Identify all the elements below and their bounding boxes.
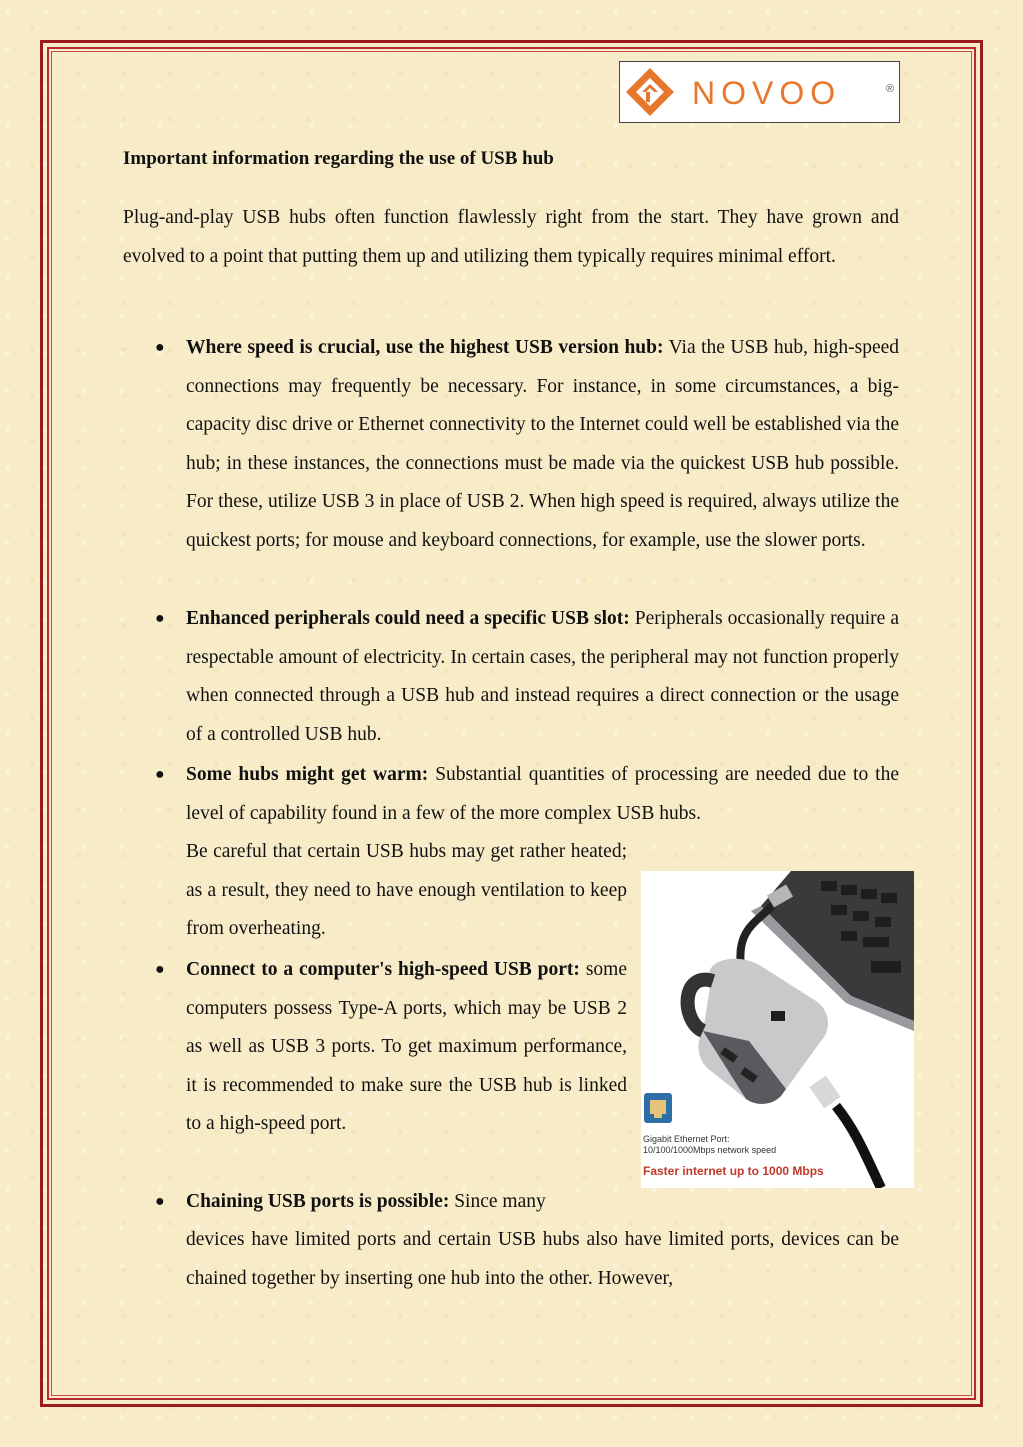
item-body: Substantial quantities of processing are needed due to the level of capability found in a few of the more complex USB hubs. [186,764,899,824]
list-item-chaining-continued: devices have limited ports and certain USB hubs also have limited ports, devices can be chained together by inserting one hub into the other. However, [186,1229,899,1289]
bullet-icon: ● [155,1193,165,1210]
photo-highlight-caption: Faster internet up to 1000 Mbps [643,1164,824,1178]
logo-registered-mark: ® [886,83,895,95]
item-heading: Some hubs might get warm: [186,764,429,785]
photo-port-caption: Gigabit Ethernet Port: 10/100/1000Mbps network speed [643,1134,777,1155]
bullet-icon: ● [155,766,165,783]
bullet-icon: ● [155,961,165,978]
logo-mark-icon [626,68,674,116]
list-item-speed [186,329,899,560]
item-heading: Chaining USB ports is possible: [186,1191,450,1212]
item-body: Via the USB hub, high-speed connections may frequently be necessary. For instance, in some circumstances, a big-capacity disc drive or Ethernet connectivity to the Internet could well be established via the hub; in these instances, the connections must be made via the quickest USB hub possible. For these, utilize USB 3 in place of USB 2. When high speed is required, always utilize the quickest ports; for mouse and keyboard connections, for example, use the slower ports. [186,337,900,551]
item-body: some computers possess Type-A ports, which may be USB 2 as well as USB 3 ports. To get maximum performance, it is recommended to make sure the USB hub is linked to a high-speed port. [186,959,627,1134]
bullet-icon: ● [155,610,165,627]
page-title: Important information regarding the use of USB hub [123,148,554,169]
item-heading: Connect to a computer's high-speed USB port: [186,959,580,980]
item-heading: Where speed is crucial, use the highest USB version hub: [186,337,664,358]
logo-wordmark: NOVOO [692,75,842,111]
list-item-warm-continued: Be careful that certain USB hubs may get rather heated; as a result, they need to have enough ventilation to keep from overheating. [186,841,627,939]
list-item-warm [186,756,899,833]
item-heading: Enhanced peripherals could need a specific USB slot: [186,608,630,629]
intro-paragraph: Plug-and-play USB hubs often function flawlessly right from the start. They have grown and evolved to a point that putting them up and utilizing them typically requires minimal effort. [123,207,899,267]
item-body: Peripherals occasionally require a respectable amount of electricity. In certain cases, the peripheral may not function properly when connected through a USB hub and instead requires a direct connection or the usage of a controlled USB hub. [186,608,899,745]
bullet-icon: ● [155,339,165,356]
novoo-logo [619,61,900,123]
item-body: Since many [449,1191,546,1212]
list-item-peripherals [186,600,899,754]
ethernet-plug-icon [809,1076,840,1109]
list-item-highspeed-port [186,951,627,1144]
list-item-chaining [186,1183,627,1222]
